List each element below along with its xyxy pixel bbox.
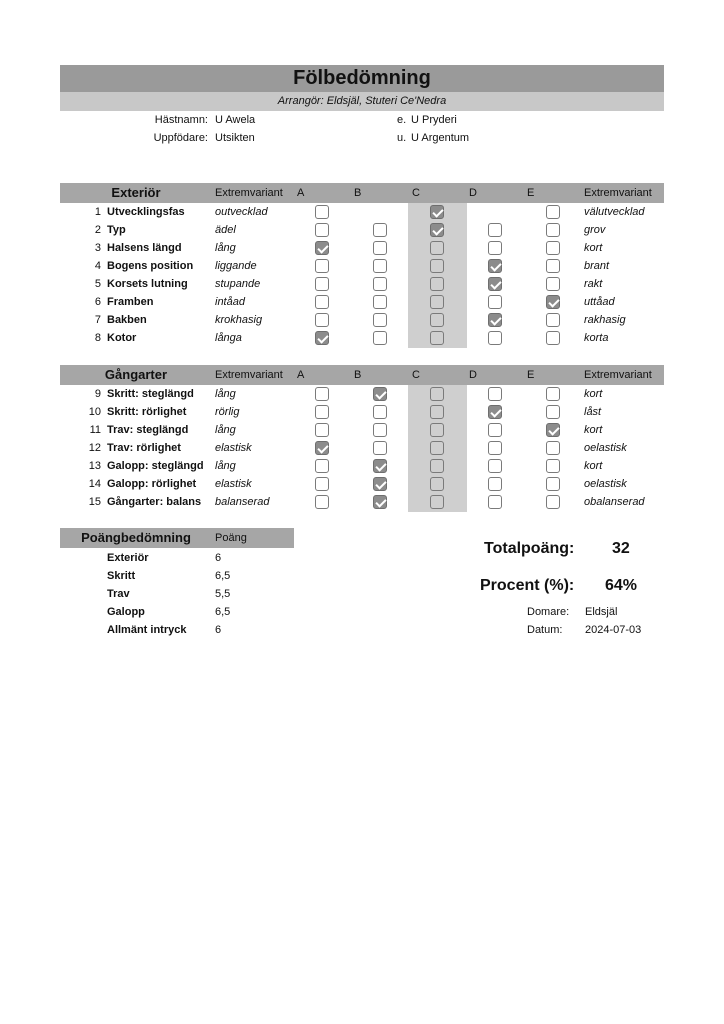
extreme-right-value: oelastisk	[584, 478, 627, 490]
score-label: Exteriör	[107, 552, 149, 564]
checkbox-a[interactable]	[315, 387, 329, 401]
table-row	[60, 221, 664, 239]
row-label: Bakben	[107, 314, 147, 326]
checkbox-e[interactable]	[546, 313, 560, 327]
row-number: 7	[94, 314, 101, 326]
score-row	[60, 549, 294, 567]
row-number: 12	[88, 442, 101, 454]
row-number: 14	[88, 478, 101, 490]
scoring-title: Poängbedömning	[81, 530, 191, 545]
checkbox-c[interactable]	[430, 477, 444, 491]
checkbox-c[interactable]	[430, 331, 444, 345]
row-label: Framben	[107, 296, 154, 308]
checkbox-e[interactable]	[546, 387, 560, 401]
extreme-left-value: balanserad	[215, 496, 270, 508]
judge-label: Domare:	[527, 606, 570, 618]
checkbox-d[interactable]	[488, 259, 502, 273]
checkbox-b[interactable]	[373, 441, 387, 455]
row-number: 4	[94, 260, 101, 272]
row-label: Kotor	[107, 332, 137, 344]
row-number: 1	[94, 206, 101, 218]
score-value: 5,5	[215, 588, 231, 600]
row-label: Skritt: rörlighet	[107, 406, 187, 418]
checkbox-b[interactable]	[373, 423, 387, 437]
checkbox-a[interactable]	[315, 241, 329, 255]
checkbox-c[interactable]	[430, 495, 444, 509]
table-row	[60, 239, 664, 257]
checkbox-a[interactable]	[315, 441, 329, 455]
extreme-right-value: kort	[584, 424, 603, 436]
row-label: Gångarter: balans	[107, 496, 202, 508]
sire-value: U Pryderi	[411, 114, 457, 126]
extreme-right-value: korta	[584, 332, 609, 344]
checkbox-d[interactable]	[488, 441, 502, 455]
checkbox-d[interactable]	[488, 477, 502, 491]
checkbox-c[interactable]	[430, 405, 444, 419]
row-label: Galopp: rörlighet	[107, 478, 197, 490]
row-number: 2	[94, 224, 101, 236]
extreme-left-value: långa	[215, 332, 242, 344]
checkbox-b[interactable]	[373, 331, 387, 345]
checkbox-e[interactable]	[546, 459, 560, 473]
col-c: C	[412, 369, 420, 381]
checkbox-b[interactable]	[373, 495, 387, 509]
row-number: 11	[89, 424, 101, 436]
score-row	[60, 567, 294, 585]
scoring-header	[60, 528, 294, 548]
row-label: Galopp: steglängd	[107, 460, 204, 472]
score-value: 6,5	[215, 606, 231, 618]
extreme-right-value: obalanserad	[584, 496, 645, 508]
checkbox-b[interactable]	[373, 313, 387, 327]
checkbox-b[interactable]	[373, 277, 387, 291]
checkbox-a[interactable]	[315, 423, 329, 437]
col-a: A	[297, 369, 305, 381]
table-row	[60, 293, 664, 311]
extreme-right-value: kort	[584, 388, 603, 400]
checkbox-c[interactable]	[430, 223, 444, 237]
checkbox-c[interactable]	[430, 459, 444, 473]
extreme-left-value: outvecklad	[215, 206, 268, 218]
sire-label: e.	[397, 114, 407, 126]
row-number: 6	[94, 296, 101, 308]
checkbox-d[interactable]	[488, 405, 502, 419]
extreme-right-value: brant	[584, 260, 610, 272]
date-label: Datum:	[527, 624, 563, 636]
extreme-right-value: grov	[584, 224, 606, 236]
checkbox-b[interactable]	[373, 241, 387, 255]
checkbox-e[interactable]	[546, 295, 560, 309]
table-row	[60, 403, 664, 421]
checkbox-e[interactable]	[546, 331, 560, 345]
checkbox-a[interactable]	[315, 405, 329, 419]
row-number: 9	[94, 388, 101, 400]
extreme-left-value: lång	[215, 388, 236, 400]
extreme-left-value: lång	[215, 424, 236, 436]
row-label: Trav: steglängd	[107, 424, 189, 436]
checkbox-e[interactable]	[546, 477, 560, 491]
checkbox-b[interactable]	[373, 259, 387, 273]
col-extreme-right: Extremvariant	[584, 187, 652, 199]
breeder-value: Utsikten	[215, 132, 255, 144]
col-b: B	[354, 369, 362, 381]
col-c: C	[412, 187, 420, 199]
gaits-title: Gångarter	[104, 367, 168, 382]
extreme-right-value: rakhasig	[584, 314, 626, 326]
extreme-left-value: elastisk	[215, 442, 252, 454]
checkbox-a[interactable]	[315, 223, 329, 237]
checkbox-e[interactable]	[546, 223, 560, 237]
percent-value: 64%	[605, 577, 638, 594]
row-label: Halsens längd	[107, 242, 182, 254]
score-value: 6,5	[215, 570, 231, 582]
extreme-left-value: krokhasig	[215, 314, 263, 326]
checkbox-d[interactable]	[488, 423, 502, 437]
table-row	[60, 385, 664, 403]
table-row	[60, 203, 664, 221]
checkbox-d[interactable]	[488, 495, 502, 509]
checkbox-c[interactable]	[430, 313, 444, 327]
checkbox-c[interactable]	[430, 259, 444, 273]
score-label: Trav	[107, 588, 130, 600]
checkbox-c[interactable]	[430, 423, 444, 437]
page-title: Fölbedömning	[60, 65, 664, 92]
row-number: 3	[94, 242, 101, 254]
row-label: Typ	[107, 224, 126, 236]
row-number: 10	[88, 406, 101, 418]
checkbox-b[interactable]	[373, 405, 387, 419]
checkbox-d[interactable]	[488, 223, 502, 237]
total-label: Totalpoäng:	[484, 540, 575, 557]
table-row	[60, 475, 664, 493]
extreme-left-value: elastisk	[215, 478, 252, 490]
row-number: 5	[94, 278, 101, 290]
checkbox-a[interactable]	[315, 277, 329, 291]
checkbox-d[interactable]	[488, 331, 502, 345]
checkbox-e[interactable]	[546, 277, 560, 291]
extreme-right-value: oelastisk	[584, 442, 627, 454]
row-number: 8	[94, 332, 101, 344]
extreme-left-value: rörlig	[215, 406, 240, 418]
extreme-right-value: rakt	[584, 278, 603, 290]
extreme-right-value: uttåad	[584, 296, 615, 308]
score-label: Allmänt intryck	[107, 624, 187, 636]
breeder-label: Uppfödare:	[153, 132, 208, 144]
col-e: E	[527, 369, 535, 381]
checkbox-b[interactable]	[373, 223, 387, 237]
col-extreme-right: Extremvariant	[584, 369, 652, 381]
row-label: Trav: rörlighet	[107, 442, 181, 454]
checkbox-c[interactable]	[430, 295, 444, 309]
checkbox-e[interactable]	[546, 241, 560, 255]
checkbox-d[interactable]	[488, 241, 502, 255]
checkbox-a[interactable]	[315, 313, 329, 327]
extreme-right-value: välutvecklad	[584, 206, 645, 218]
checkbox-c[interactable]	[430, 241, 444, 255]
checkbox-a[interactable]	[315, 477, 329, 491]
score-row	[60, 603, 294, 621]
extreme-left-value: intåad	[215, 296, 245, 308]
checkbox-a[interactable]	[315, 205, 329, 219]
col-e: E	[527, 187, 535, 199]
score-row	[60, 621, 294, 639]
extreme-left-value: ädel	[215, 224, 236, 236]
score-row	[60, 585, 294, 603]
checkbox-d[interactable]	[488, 459, 502, 473]
points-label: Poäng	[215, 532, 247, 544]
checkbox-a[interactable]	[315, 459, 329, 473]
checkbox-c[interactable]	[430, 205, 444, 219]
total-value: 32	[612, 540, 630, 557]
row-label: Bogens position	[107, 260, 194, 272]
extreme-right-value: kort	[584, 460, 603, 472]
col-d: D	[469, 187, 477, 199]
row-label: Korsets lutning	[107, 278, 188, 290]
exterior-title: Exteriör	[111, 185, 161, 200]
checkbox-e[interactable]	[546, 205, 560, 219]
score-value: 6	[215, 624, 222, 636]
checkbox-b[interactable]	[373, 459, 387, 473]
checkbox-e[interactable]	[546, 495, 560, 509]
extreme-left-value: liggande	[215, 260, 257, 272]
checkbox-a[interactable]	[315, 259, 329, 273]
checkbox-e[interactable]	[546, 259, 560, 273]
table-row	[60, 421, 664, 439]
checkbox-d[interactable]	[488, 277, 502, 291]
table-row	[60, 457, 664, 475]
col-a: A	[297, 187, 305, 199]
extreme-right-value: låst	[584, 406, 602, 418]
table-row	[60, 311, 664, 329]
score-label: Skritt	[107, 570, 136, 582]
checkbox-a[interactable]	[315, 331, 329, 345]
table-row	[60, 257, 664, 275]
extreme-left-value: lång	[215, 242, 236, 254]
table-row	[60, 329, 664, 347]
dam-value: U Argentum	[411, 132, 470, 144]
checkbox-c[interactable]	[430, 441, 444, 455]
score-value: 6	[215, 552, 222, 564]
score-label: Galopp	[107, 606, 145, 618]
row-label: Skritt: steglängd	[107, 388, 194, 400]
row-number: 15	[88, 496, 101, 508]
table-row	[60, 439, 664, 457]
checkbox-a[interactable]	[315, 495, 329, 509]
checkbox-c[interactable]	[430, 277, 444, 291]
col-d: D	[469, 369, 477, 381]
extreme-left-value: lång	[215, 460, 236, 472]
checkbox-d[interactable]	[488, 295, 502, 309]
judge-value: Eldsjäl	[585, 606, 618, 618]
row-number: 13	[88, 460, 101, 472]
checkbox-e[interactable]	[546, 405, 560, 419]
horse-name-label: Hästnamn:	[154, 114, 208, 126]
dam-label: u.	[397, 132, 407, 144]
date-value: 2024-07-03	[585, 624, 642, 636]
checkbox-b[interactable]	[373, 387, 387, 401]
checkbox-e[interactable]	[546, 423, 560, 437]
col-extreme-left: Extremvariant	[215, 369, 283, 381]
checkbox-e[interactable]	[546, 441, 560, 455]
checkbox-b[interactable]	[373, 477, 387, 491]
page-subtitle: Arrangör: Eldsjäl, Stuteri Ce'Nedra	[60, 92, 664, 111]
extreme-left-value: stupande	[215, 278, 261, 290]
table-row	[60, 275, 664, 293]
checkbox-b[interactable]	[373, 295, 387, 309]
col-b: B	[354, 187, 362, 199]
checkbox-d[interactable]	[488, 313, 502, 327]
percent-label: Procent (%):	[480, 577, 575, 594]
row-label: Utvecklingsfas	[107, 206, 185, 218]
col-extreme-left: Extremvariant	[215, 187, 283, 199]
exterior-header	[60, 183, 664, 203]
table-row	[60, 493, 664, 511]
checkbox-a[interactable]	[315, 295, 329, 309]
checkbox-c[interactable]	[430, 387, 444, 401]
horse-name-value: U Awela	[215, 114, 256, 126]
extreme-right-value: kort	[584, 242, 603, 254]
checkbox-d[interactable]	[488, 387, 502, 401]
gaits-header	[60, 365, 664, 385]
